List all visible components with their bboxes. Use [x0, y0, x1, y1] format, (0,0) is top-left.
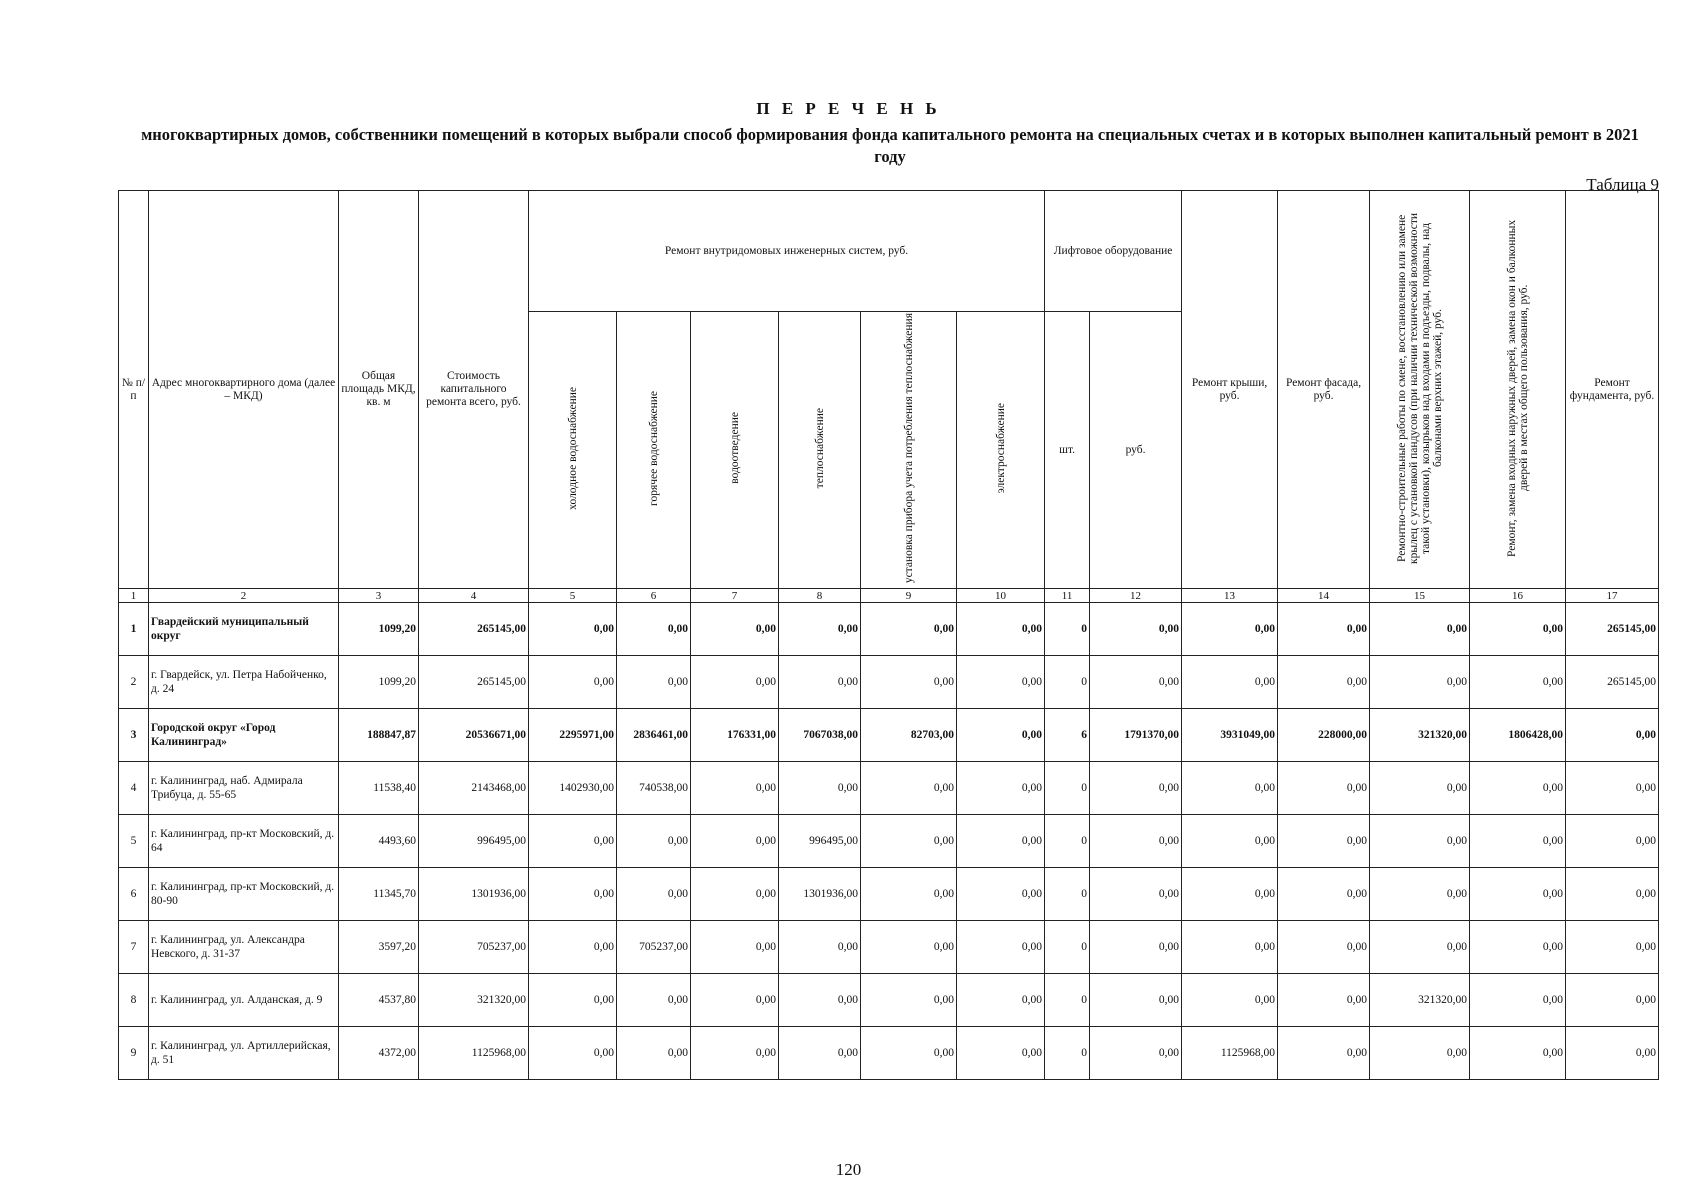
row-value-c12: 0,00 [1090, 921, 1182, 974]
row-value-c8: 0,00 [779, 974, 861, 1027]
row-value-c13: 0,00 [1182, 656, 1278, 709]
table-row [119, 1027, 1659, 1080]
row-value-c16: 0,00 [1470, 1027, 1566, 1080]
row-number: 4 [119, 762, 149, 815]
row-value-c17: 0,00 [1566, 974, 1659, 1027]
row-value-c17: 0,00 [1566, 815, 1659, 868]
column-number: 5 [529, 589, 617, 603]
row-value-c14: 0,00 [1278, 815, 1370, 868]
row-value-c14: 0,00 [1278, 603, 1370, 656]
row-number: 2 [119, 656, 149, 709]
row-value-c6: 0,00 [617, 603, 691, 656]
table-row [119, 921, 1659, 974]
header-engineering-group: Ремонт внутридомовых инженерных систем, руб. [529, 191, 1045, 312]
row-value-c14: 0,00 [1278, 868, 1370, 921]
row-value-c16: 0,00 [1470, 656, 1566, 709]
document-subtitle: многоквартирных домов, собственники помещений в которых выбрали способ формирования фонда капитального ремонта на специальных счетах и в которых выполнен капитальный ремонт в 2021 году [141, 125, 1639, 166]
row-value-c12: 1791370,00 [1090, 709, 1182, 762]
row-value-c10: 0,00 [957, 656, 1045, 709]
row-value-c13: 3931049,00 [1182, 709, 1278, 762]
header-heat-meter-text: установка прибора учета потребления теплоснабжения [902, 313, 915, 584]
row-address: г. Гвардейск, ул. Петра Набойченко, д. 24 [149, 656, 339, 709]
header-doors-windows [1470, 191, 1566, 589]
row-value-c16: 1806428,00 [1470, 709, 1566, 762]
header-lift-rub: руб. [1090, 312, 1182, 589]
row-value-c9: 0,00 [861, 815, 957, 868]
header-cold-water-text: холодное водоснабжение [566, 386, 579, 510]
header-total-cost: Стоимость капитального ремонта всего, руб. [419, 191, 529, 589]
row-value-c9: 0,00 [861, 603, 957, 656]
row-value-c15: 0,00 [1370, 921, 1470, 974]
row-area: 11345,70 [339, 868, 419, 921]
row-value-c9: 0,00 [861, 974, 957, 1027]
table-row [119, 656, 1659, 709]
row-value-c5: 0,00 [529, 603, 617, 656]
table-label: Таблица 9 [1586, 175, 1659, 194]
row-value-c5: 1402930,00 [529, 762, 617, 815]
row-value-c10: 0,00 [957, 603, 1045, 656]
header-construction-text: Ремонтно-строительные работы по смене, восстановлению или замене крылец с установкой пандусов (при наличии технической возможности такой установки), козырьков над входами в подъезды, подвалы, над балконами верхних этажей, руб. [1395, 212, 1444, 564]
row-value-c13: 0,00 [1182, 868, 1278, 921]
header-drainage [691, 312, 779, 589]
row-value-c6: 0,00 [617, 656, 691, 709]
row-value-c6: 705237,00 [617, 921, 691, 974]
row-total-cost: 705237,00 [419, 921, 529, 974]
row-value-c13: 0,00 [1182, 974, 1278, 1027]
row-value-c9: 0,00 [861, 921, 957, 974]
column-numbers-row [119, 589, 1659, 603]
row-total-cost: 1125968,00 [419, 1027, 529, 1080]
column-number: 13 [1182, 589, 1278, 603]
column-number: 17 [1566, 589, 1659, 603]
row-address: г. Калининград, ул. Артиллерийская, д. 51 [149, 1027, 339, 1080]
row-value-c11: 0 [1045, 603, 1090, 656]
row-value-c13: 0,00 [1182, 762, 1278, 815]
row-value-c7: 0,00 [691, 656, 779, 709]
header-hot-water [617, 312, 691, 589]
row-value-c6: 0,00 [617, 1027, 691, 1080]
row-address: г. Калининград, наб. Адмирала Трибуца, д. 55-65 [149, 762, 339, 815]
row-address: г. Калининград, ул. Алданская, д. 9 [149, 974, 339, 1027]
row-value-c10: 0,00 [957, 921, 1045, 974]
row-value-c14: 0,00 [1278, 762, 1370, 815]
row-value-c13: 1125968,00 [1182, 1027, 1278, 1080]
header-hot-water-text: горячее водоснабжение [647, 390, 660, 506]
row-value-c16: 0,00 [1470, 762, 1566, 815]
column-number: 1 [119, 589, 149, 603]
header-electricity [957, 312, 1045, 589]
header-heating [779, 312, 861, 589]
row-value-c15: 0,00 [1370, 1027, 1470, 1080]
row-address: г. Калининград, пр-кт Московский, д. 80-90 [149, 868, 339, 921]
column-number: 9 [861, 589, 957, 603]
row-value-c5: 0,00 [529, 921, 617, 974]
table-row [119, 974, 1659, 1027]
row-value-c5: 0,00 [529, 868, 617, 921]
row-value-c15: 0,00 [1370, 815, 1470, 868]
header-foundation: Ремонт фундамента, руб. [1566, 191, 1659, 589]
column-number: 4 [419, 589, 529, 603]
row-value-c16: 0,00 [1470, 868, 1566, 921]
row-value-c11: 0 [1045, 815, 1090, 868]
header-area: Общая площадь МКД, кв. м [339, 191, 419, 589]
row-value-c8: 0,00 [779, 603, 861, 656]
column-number: 12 [1090, 589, 1182, 603]
row-number: 1 [119, 603, 149, 656]
row-value-c8: 0,00 [779, 921, 861, 974]
row-value-c12: 0,00 [1090, 868, 1182, 921]
column-number: 7 [691, 589, 779, 603]
row-value-c14: 0,00 [1278, 921, 1370, 974]
row-value-c12: 0,00 [1090, 656, 1182, 709]
row-value-c10: 0,00 [957, 815, 1045, 868]
row-value-c10: 0,00 [957, 868, 1045, 921]
header-num: № п/п [119, 191, 149, 589]
row-value-c11: 0 [1045, 921, 1090, 974]
row-value-c15: 0,00 [1370, 603, 1470, 656]
row-value-c13: 0,00 [1182, 815, 1278, 868]
row-value-c16: 0,00 [1470, 815, 1566, 868]
row-value-c8: 1301936,00 [779, 868, 861, 921]
row-total-cost: 265145,00 [419, 656, 529, 709]
row-number: 5 [119, 815, 149, 868]
row-value-c15: 0,00 [1370, 762, 1470, 815]
row-area: 1099,20 [339, 656, 419, 709]
row-area: 11538,40 [339, 762, 419, 815]
row-value-c11: 6 [1045, 709, 1090, 762]
row-value-c8: 7067038,00 [779, 709, 861, 762]
column-number: 14 [1278, 589, 1370, 603]
row-value-c6: 0,00 [617, 815, 691, 868]
header-heat-meter [861, 312, 957, 589]
row-value-c12: 0,00 [1090, 1027, 1182, 1080]
table-row [119, 868, 1659, 921]
row-value-c7: 0,00 [691, 868, 779, 921]
row-value-c15: 321320,00 [1370, 974, 1470, 1027]
header-heating-text: теплоснабжение [813, 407, 826, 489]
row-value-c7: 0,00 [691, 815, 779, 868]
column-number: 11 [1045, 589, 1090, 603]
document-title: П Е Р Е Ч Е Н Ь [756, 99, 941, 118]
row-value-c12: 0,00 [1090, 974, 1182, 1027]
row-area: 4493,60 [339, 815, 419, 868]
row-value-c13: 0,00 [1182, 921, 1278, 974]
row-total-cost: 321320,00 [419, 974, 529, 1027]
row-address: г. Калининград, пр-кт Московский, д. 64 [149, 815, 339, 868]
row-number: 6 [119, 868, 149, 921]
row-value-c6: 740538,00 [617, 762, 691, 815]
column-number: 10 [957, 589, 1045, 603]
row-area: 4537,80 [339, 974, 419, 1027]
row-number: 3 [119, 709, 149, 762]
row-address: Городской округ «Город Калининград» [149, 709, 339, 762]
row-value-c11: 0 [1045, 762, 1090, 815]
column-number: 15 [1370, 589, 1470, 603]
row-value-c17: 265145,00 [1566, 603, 1659, 656]
row-value-c5: 0,00 [529, 815, 617, 868]
row-value-c8: 0,00 [779, 762, 861, 815]
row-value-c14: 0,00 [1278, 1027, 1370, 1080]
row-value-c7: 176331,00 [691, 709, 779, 762]
row-value-c5: 2295971,00 [529, 709, 617, 762]
row-value-c10: 0,00 [957, 1027, 1045, 1080]
header-cold-water [529, 312, 617, 589]
row-area: 188847,87 [339, 709, 419, 762]
row-value-c8: 0,00 [779, 656, 861, 709]
table-row [119, 603, 1659, 656]
row-value-c9: 0,00 [861, 1027, 957, 1080]
column-number: 6 [617, 589, 691, 603]
row-value-c15: 0,00 [1370, 656, 1470, 709]
row-number: 7 [119, 921, 149, 974]
row-value-c17: 0,00 [1566, 762, 1659, 815]
row-value-c5: 0,00 [529, 1027, 617, 1080]
row-value-c5: 0,00 [529, 656, 617, 709]
row-value-c9: 0,00 [861, 656, 957, 709]
row-area: 4372,00 [339, 1027, 419, 1080]
row-value-c9: 0,00 [861, 762, 957, 815]
row-total-cost: 2143468,00 [419, 762, 529, 815]
row-number: 8 [119, 974, 149, 1027]
row-value-c7: 0,00 [691, 603, 779, 656]
repair-table [118, 190, 1659, 1080]
row-value-c6: 2836461,00 [617, 709, 691, 762]
header-roof: Ремонт крыши, руб. [1182, 191, 1278, 589]
row-value-c16: 0,00 [1470, 921, 1566, 974]
row-total-cost: 996495,00 [419, 815, 529, 868]
header-lift-group: Лифтовое оборудование [1045, 191, 1182, 312]
row-total-cost: 265145,00 [419, 603, 529, 656]
page-number: 120 [835, 1160, 862, 1179]
row-value-c11: 0 [1045, 656, 1090, 709]
row-value-c10: 0,00 [957, 709, 1045, 762]
row-value-c15: 321320,00 [1370, 709, 1470, 762]
row-value-c11: 0 [1045, 1027, 1090, 1080]
row-value-c17: 265145,00 [1566, 656, 1659, 709]
row-value-c12: 0,00 [1090, 603, 1182, 656]
column-number: 2 [149, 589, 339, 603]
row-value-c16: 0,00 [1470, 603, 1566, 656]
row-value-c7: 0,00 [691, 921, 779, 974]
header-lift-pcs: шт. [1045, 312, 1090, 589]
row-value-c14: 228000,00 [1278, 709, 1370, 762]
column-number: 3 [339, 589, 419, 603]
row-value-c10: 0,00 [957, 974, 1045, 1027]
row-value-c10: 0,00 [957, 762, 1045, 815]
row-value-c11: 0 [1045, 974, 1090, 1027]
table-body [119, 603, 1659, 1080]
row-value-c14: 0,00 [1278, 974, 1370, 1027]
row-value-c17: 0,00 [1566, 921, 1659, 974]
row-address: Гвардейский муниципальный округ [149, 603, 339, 656]
row-address: г. Калининград, ул. Александра Невского, д. 31-37 [149, 921, 339, 974]
row-value-c9: 0,00 [861, 868, 957, 921]
table-row [119, 815, 1659, 868]
row-value-c7: 0,00 [691, 974, 779, 1027]
header-drainage-text: водоотведение [728, 412, 741, 484]
row-value-c6: 0,00 [617, 868, 691, 921]
row-value-c8: 996495,00 [779, 815, 861, 868]
row-number: 9 [119, 1027, 149, 1080]
row-value-c17: 0,00 [1566, 709, 1659, 762]
table-row [119, 709, 1659, 762]
table-row [119, 762, 1659, 815]
row-value-c17: 0,00 [1566, 868, 1659, 921]
row-total-cost: 1301936,00 [419, 868, 529, 921]
row-value-c11: 0 [1045, 868, 1090, 921]
row-total-cost: 20536671,00 [419, 709, 529, 762]
header-doors-windows-text: Ремонт, замена входных наружных дверей, замена окон и балконных дверей в местах общего пользования, руб. [1505, 219, 1530, 557]
row-value-c6: 0,00 [617, 974, 691, 1027]
header-address: Адрес многоквартирного дома (далее – МКД) [149, 191, 339, 589]
row-value-c12: 0,00 [1090, 762, 1182, 815]
header-facade: Ремонт фасада, руб. [1278, 191, 1370, 589]
row-value-c7: 0,00 [691, 1027, 779, 1080]
row-value-c12: 0,00 [1090, 815, 1182, 868]
column-number: 16 [1470, 589, 1566, 603]
row-area: 3597,20 [339, 921, 419, 974]
row-value-c14: 0,00 [1278, 656, 1370, 709]
header-row-1 [119, 191, 1659, 312]
header-electricity-text: электроснабжение [994, 402, 1007, 494]
row-value-c5: 0,00 [529, 974, 617, 1027]
row-value-c13: 0,00 [1182, 603, 1278, 656]
row-value-c15: 0,00 [1370, 868, 1470, 921]
header-construction [1370, 191, 1470, 589]
row-value-c8: 0,00 [779, 1027, 861, 1080]
row-value-c9: 82703,00 [861, 709, 957, 762]
row-value-c17: 0,00 [1566, 1027, 1659, 1080]
row-area: 1099,20 [339, 603, 419, 656]
column-number: 8 [779, 589, 861, 603]
row-value-c16: 0,00 [1470, 974, 1566, 1027]
row-value-c7: 0,00 [691, 762, 779, 815]
